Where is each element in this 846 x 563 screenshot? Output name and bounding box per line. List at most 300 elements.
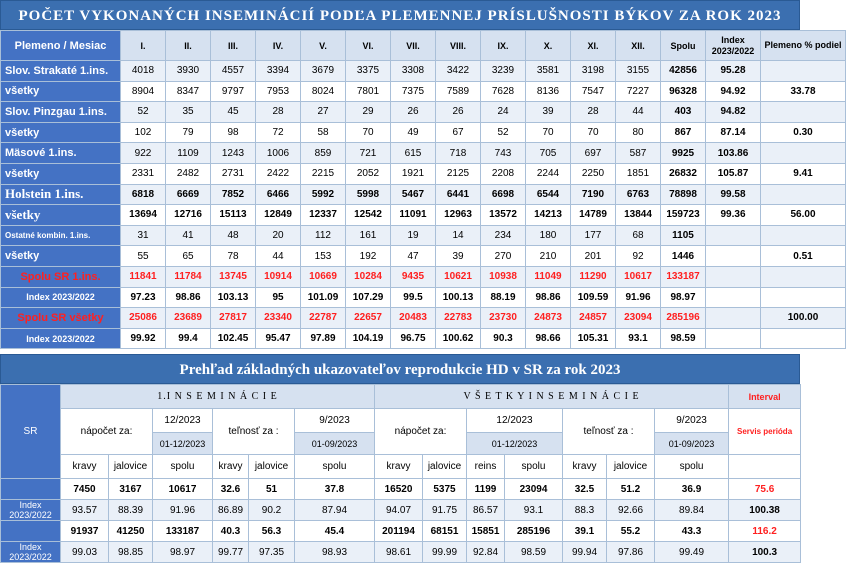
metric-value: 97.35 [249,542,295,563]
month-value: 28 [256,102,301,123]
row-label: Index 2023/2022 [1,500,61,521]
index-value [706,328,761,349]
table-row [1,81,846,102]
group-all-inseminations: V Š E T K Y I N S E M I N Á C I E [375,385,729,409]
column-header: spolu [505,455,563,479]
month-value: 2208 [481,163,526,184]
month-value: 105.31 [571,328,616,349]
table-row [1,122,846,143]
month-value: 3679 [301,61,346,82]
header-month: VI. [346,31,391,61]
month-value: 70 [346,122,391,143]
metric-value: 10617 [153,479,213,500]
metric-value: 99.03 [61,542,109,563]
month-value: 14213 [526,205,571,226]
month-value: 98.66 [526,328,571,349]
month-value: 25086 [121,308,166,329]
column-header: jalovice [423,455,467,479]
metric-value: 99.49 [655,542,729,563]
row-label: Spolu SR 1.ins. [1,266,121,287]
row-label: všetky [1,163,121,184]
month-value: 5467 [391,184,436,205]
month-value: 104.19 [346,328,391,349]
napocet-label: nápočet za: [375,409,467,455]
month-value: 101.09 [301,287,346,308]
table-row [1,521,801,542]
month-value: 153 [301,246,346,267]
share-value [761,328,846,349]
month-value: 7801 [346,81,391,102]
metric-value: 285196 [505,521,563,542]
month-value: 48 [211,225,256,246]
month-value: 12963 [436,205,481,226]
index-value: 94.92 [706,81,761,102]
month-value: 80 [616,122,661,143]
month-value: 7953 [256,81,301,102]
month-value: 65 [166,246,211,267]
month-value: 52 [481,122,526,143]
metric-value: 99.77 [213,542,249,563]
total-value: 1105 [661,225,706,246]
metric-value: 86.89 [213,500,249,521]
month-value: 112 [301,225,346,246]
month-value: 98.86 [166,287,211,308]
month-value: 180 [526,225,571,246]
table-row [1,205,846,226]
napocet-label: nápočet za: [61,409,153,455]
month-value: 13694 [121,205,166,226]
month-value: 1109 [166,143,211,164]
month-value: 1921 [391,163,436,184]
interval-value: 100.3 [729,542,801,563]
table-row [1,102,846,123]
metric-value: 99.94 [563,542,607,563]
metric-value: 93.1 [505,500,563,521]
index-value [706,225,761,246]
month-value: 22783 [436,308,481,329]
month-value: 22787 [301,308,346,329]
metric-value: 92.66 [607,500,655,521]
month-value: 88.19 [481,287,526,308]
month-value: 2125 [436,163,481,184]
row-label: všetky [1,81,121,102]
metric-value: 15851 [467,521,505,542]
month-value: 192 [346,246,391,267]
servis-label: Servis perióda [729,409,801,455]
month-value: 922 [121,143,166,164]
month-value: 23094 [616,308,661,329]
month-value: 47 [391,246,436,267]
month-value: 20 [256,225,301,246]
month-value: 234 [481,225,526,246]
month-value: 6698 [481,184,526,205]
column-header: kravy [61,455,109,479]
row-label: Spolu SR všetky [1,308,121,329]
total-value: 403 [661,102,706,123]
total-value: 78898 [661,184,706,205]
interval-value: 116.2 [729,521,801,542]
month-value: 11290 [571,266,616,287]
month-value: 79 [166,122,211,143]
metric-value: 36.9 [655,479,729,500]
month-value: 52 [121,102,166,123]
metric-value: 97.86 [607,542,655,563]
month-value: 90.3 [481,328,526,349]
month-value: 2331 [121,163,166,184]
column-header: spolu [153,455,213,479]
month-value: 7852 [211,184,256,205]
month-value: 2244 [526,163,571,184]
total-value: 9925 [661,143,706,164]
month-value: 14789 [571,205,616,226]
month-value: 10669 [301,266,346,287]
metric-value: 32.5 [563,479,607,500]
total-value: 98.59 [661,328,706,349]
month-value: 23340 [256,308,301,329]
month-value: 10914 [256,266,301,287]
metric-value: 16520 [375,479,423,500]
month-value: 1006 [256,143,301,164]
month-value: 177 [571,225,616,246]
month-value: 3308 [391,61,436,82]
row-label: Mäsové 1.ins. [1,143,121,164]
month-value: 11841 [121,266,166,287]
month-value: 697 [571,143,616,164]
metric-value: 56.3 [249,521,295,542]
header-plemeno: Plemeno / Mesiac [1,31,121,61]
metric-value: 43.3 [655,521,729,542]
total-value: 867 [661,122,706,143]
row-label: všetky [1,122,121,143]
month-value: 27 [301,102,346,123]
month-value: 4557 [211,61,256,82]
header-month: VIII. [436,31,481,61]
metric-value: 55.2 [607,521,655,542]
metric-value: 98.93 [295,542,375,563]
month-value: 2731 [211,163,256,184]
month-value: 39 [436,246,481,267]
period-range: 01-09/2023 [295,433,375,455]
month-value: 3394 [256,61,301,82]
row-label: Slov. Pinzgau 1.ins. [1,102,121,123]
month-value: 14 [436,225,481,246]
row-label: Index 2023/2022 [1,328,121,349]
total-value: 133187 [661,266,706,287]
month-value: 31 [121,225,166,246]
table-row [1,328,846,349]
metric-value: 5375 [423,479,467,500]
month-value: 95.47 [256,328,301,349]
month-value: 743 [481,143,526,164]
month-value: 93.1 [616,328,661,349]
month-value: 13572 [481,205,526,226]
month-value: 68 [616,225,661,246]
month-value: 9435 [391,266,436,287]
column-header: jalovice [249,455,295,479]
share-value: 33.78 [761,81,846,102]
metric-value: 39.1 [563,521,607,542]
month-value: 12337 [301,205,346,226]
month-value: 100.13 [436,287,481,308]
month-value: 23689 [166,308,211,329]
month-value: 109.59 [571,287,616,308]
period-range: 01-12/2023 [153,433,213,455]
period-label: 12/2023 [153,409,213,433]
month-value: 13844 [616,205,661,226]
month-value: 7589 [436,81,481,102]
metric-value: 133187 [153,521,213,542]
index-value [706,308,761,329]
month-value: 99.4 [166,328,211,349]
month-value: 6763 [616,184,661,205]
month-value: 718 [436,143,481,164]
month-value: 98.86 [526,287,571,308]
header-month: IV. [256,31,301,61]
interval-label: Interval [729,385,801,409]
month-value: 12716 [166,205,211,226]
month-value: 6441 [436,184,481,205]
table-row [1,287,846,308]
month-value: 44 [616,102,661,123]
month-value: 8347 [166,81,211,102]
row-label: Ostatné kombin. 1.ins. [1,225,121,246]
table-row [1,308,846,329]
table-row [1,163,846,184]
month-value: 98 [211,122,256,143]
column-header: spolu [655,455,729,479]
column-header: reins [467,455,505,479]
metric-value: 40.3 [213,521,249,542]
month-value: 201 [571,246,616,267]
metric-value: 98.59 [505,542,563,563]
telnost-label: teľnosť za : [213,409,295,455]
month-value: 24873 [526,308,571,329]
metric-value: 201194 [375,521,423,542]
metric-value: 37.8 [295,479,375,500]
month-value: 70 [526,122,571,143]
month-value: 10284 [346,266,391,287]
month-value: 9797 [211,81,256,102]
header-month: V. [301,31,346,61]
month-value: 19 [391,225,436,246]
metric-value: 98.97 [153,542,213,563]
month-value: 26 [436,102,481,123]
table-row [1,184,846,205]
month-value: 5998 [346,184,391,205]
metric-value: 7450 [61,479,109,500]
month-value: 72 [256,122,301,143]
total-value: 96328 [661,81,706,102]
header-spolu: Spolu [661,31,706,61]
row-label: Index 2023/2022 [1,542,61,563]
index-value [706,287,761,308]
share-value [761,184,846,205]
month-value: 45 [211,102,256,123]
header-month: IX. [481,31,526,61]
month-value: 99.5 [391,287,436,308]
month-value: 26 [391,102,436,123]
row-label: všetky [1,205,121,226]
header-month: X. [526,31,571,61]
month-value: 7628 [481,81,526,102]
month-value: 3375 [346,61,391,82]
month-value: 10621 [436,266,481,287]
share-value [761,225,846,246]
interval-value: 75.6 [729,479,801,500]
index-value: 87.14 [706,122,761,143]
metric-value: 91.75 [423,500,467,521]
month-value: 1243 [211,143,256,164]
month-value: 67 [436,122,481,143]
month-value: 91.96 [616,287,661,308]
metric-value: 87.94 [295,500,375,521]
month-value: 3155 [616,61,661,82]
metric-value: 3167 [109,479,153,500]
column-header: kravy [213,455,249,479]
month-value: 92 [616,246,661,267]
month-value: 107.29 [346,287,391,308]
table2-title: Prehľad základných ukazovateľov reprodukcie HD v SR za rok 2023 [0,354,800,384]
index-value [706,246,761,267]
period-label: 12/2023 [467,409,563,433]
month-value: 4018 [121,61,166,82]
period-label: 9/2023 [295,409,375,433]
header-index: Index 2023/2022 [706,31,761,61]
index-value: 103.86 [706,143,761,164]
month-value: 12542 [346,205,391,226]
table-row [1,246,846,267]
metric-value: 1199 [467,479,505,500]
metric-value: 23094 [505,479,563,500]
month-value: 24 [481,102,526,123]
metric-value: 41250 [109,521,153,542]
month-value: 2250 [571,163,616,184]
month-value: 44 [256,246,301,267]
month-value: 2052 [346,163,391,184]
metric-value: 89.84 [655,500,729,521]
share-value [761,61,846,82]
month-value: 102.45 [211,328,256,349]
metric-value: 91.96 [153,500,213,521]
month-value: 3198 [571,61,616,82]
share-value [761,287,846,308]
total-value: 159723 [661,205,706,226]
month-value: 49 [391,122,436,143]
share-value: 0.30 [761,122,846,143]
metric-value: 51.2 [607,479,655,500]
month-value: 11091 [391,205,436,226]
month-value: 100.62 [436,328,481,349]
group-first-insemination: 1.I N S E M I N Á C I E [61,385,375,409]
table-row [1,500,801,521]
table-row [1,542,801,563]
row-label: Holstein 1.ins. [1,184,121,205]
share-value [761,143,846,164]
table-row [1,266,846,287]
index-value: 105.87 [706,163,761,184]
total-value: 26832 [661,163,706,184]
table-row [1,143,846,164]
index-value: 99.36 [706,205,761,226]
metric-value: 99.99 [423,542,467,563]
column-header: kravy [563,455,607,479]
index-value [706,266,761,287]
month-value: 6818 [121,184,166,205]
share-value [761,266,846,287]
metric-value: 68151 [423,521,467,542]
month-value: 11784 [166,266,211,287]
month-value: 3930 [166,61,211,82]
month-value: 7227 [616,81,661,102]
month-value: 705 [526,143,571,164]
month-value: 12849 [256,205,301,226]
index-value: 99.58 [706,184,761,205]
metric-value: 92.84 [467,542,505,563]
total-value: 285196 [661,308,706,329]
total-value: 42856 [661,61,706,82]
row-label [1,479,61,500]
month-value: 96.75 [391,328,436,349]
month-value: 3239 [481,61,526,82]
month-value: 78 [211,246,256,267]
month-value: 95 [256,287,301,308]
header-month: I. [121,31,166,61]
month-value: 2215 [301,163,346,184]
share-value: 100.00 [761,308,846,329]
month-value: 7190 [571,184,616,205]
month-value: 7375 [391,81,436,102]
month-value: 70 [571,122,616,143]
sr-label: SR [1,385,61,479]
metric-value: 93.57 [61,500,109,521]
month-value: 35 [166,102,211,123]
month-value: 20483 [391,308,436,329]
month-value: 270 [481,246,526,267]
month-value: 55 [121,246,166,267]
month-value: 587 [616,143,661,164]
month-value: 210 [526,246,571,267]
month-value: 13745 [211,266,256,287]
metric-value: 98.61 [375,542,423,563]
header-share: Plemeno % podiel [761,31,846,61]
month-value: 721 [346,143,391,164]
telnost-label: teľnosť za : [563,409,655,455]
month-value: 6544 [526,184,571,205]
row-label [1,521,61,542]
month-value: 102 [121,122,166,143]
metric-value: 98.85 [109,542,153,563]
month-value: 615 [391,143,436,164]
reproduction-table [0,384,801,563]
share-value [761,102,846,123]
month-value: 58 [301,122,346,143]
header-month: VII. [391,31,436,61]
period-range: 01-09/2023 [655,433,729,455]
metric-value: 32.6 [213,479,249,500]
month-value: 11049 [526,266,571,287]
month-value: 6466 [256,184,301,205]
header-month: XII. [616,31,661,61]
row-label: Index 2023/2022 [1,287,121,308]
metric-value: 45.4 [295,521,375,542]
column-header: kravy [375,455,423,479]
period-range: 01-12/2023 [467,433,563,455]
month-value: 15113 [211,205,256,226]
metric-value: 90.2 [249,500,295,521]
metric-value: 94.07 [375,500,423,521]
row-label: všetky [1,246,121,267]
month-value: 2482 [166,163,211,184]
